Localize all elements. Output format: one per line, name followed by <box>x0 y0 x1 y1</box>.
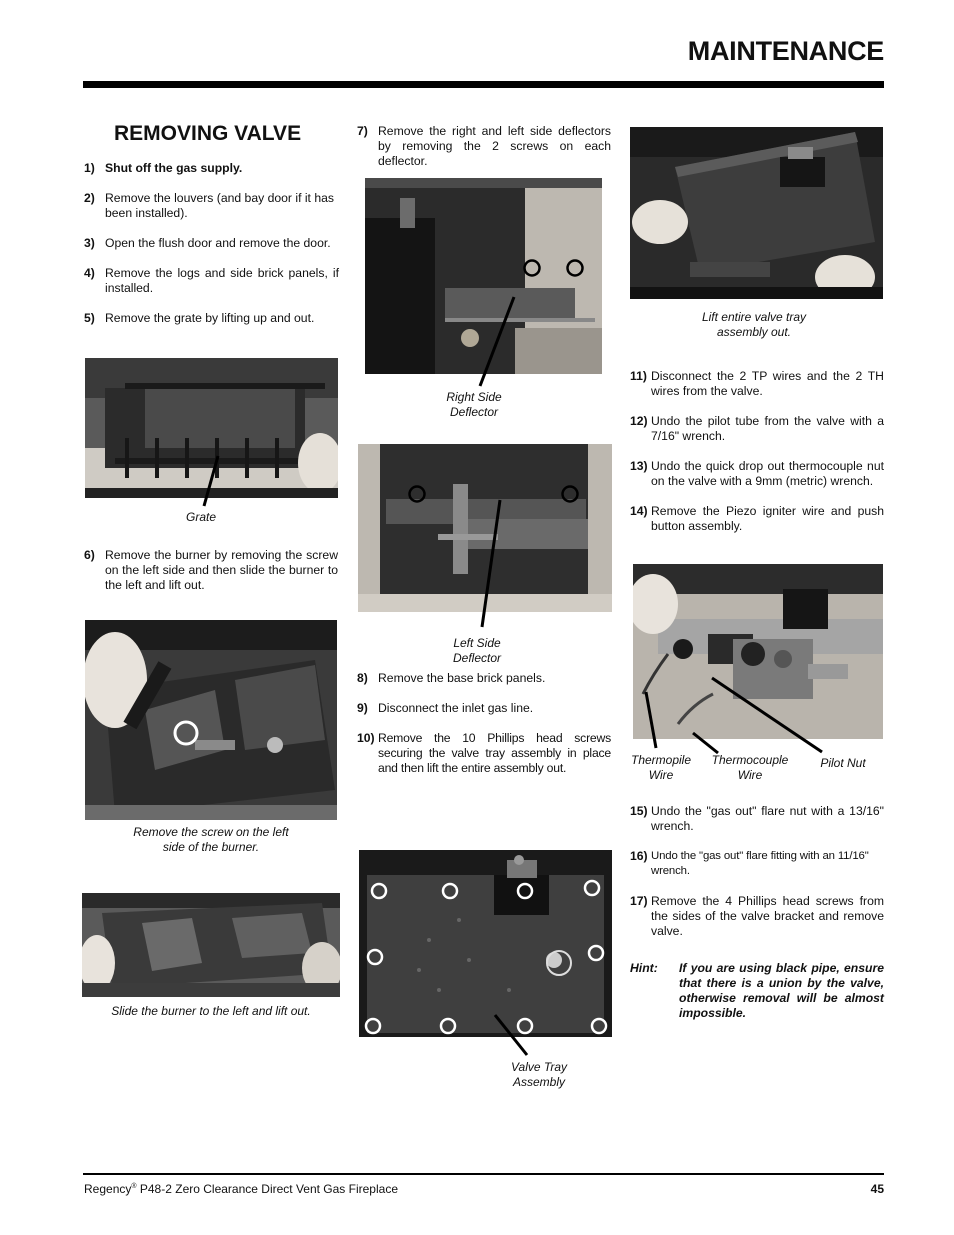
step-12 <box>630 414 884 444</box>
step-6 <box>84 548 338 593</box>
step-number: 6) <box>84 548 95 562</box>
footer-rule <box>83 1173 884 1175</box>
page-title: MAINTENANCE <box>687 36 884 66</box>
header-rule <box>83 81 884 88</box>
grate-caption <box>151 510 251 525</box>
section-title: REMOVING VALVE <box>114 122 302 145</box>
hint-text: If you are using black pipe, ensure that there is a union by the valve, otherwise removal will be almost impossible. <box>679 961 884 1020</box>
step-number: 11) <box>630 369 647 383</box>
step-text: Undo the quick drop out thermocouple nut on the valve with a 9mm (metric) wrench. <box>651 459 884 488</box>
step-text: Remove the grate by lifting up and out. <box>105 311 315 325</box>
footer-brand: Regency <box>84 1182 132 1196</box>
step-10 <box>357 731 611 776</box>
caption-line: Wire <box>648 768 674 782</box>
step-text: Remove the burner by removing the screw on the left side and then slide the burner to the left and lift out. <box>105 548 338 592</box>
step-2 <box>84 191 341 221</box>
caption-line: side of the burner. <box>162 840 260 854</box>
step-5 <box>84 311 341 326</box>
step-number: 15) <box>630 804 648 818</box>
step-8 <box>357 671 614 686</box>
step-number: 5) <box>84 311 95 325</box>
lift-tray-caption <box>684 310 824 340</box>
caption-line: Assembly <box>512 1075 565 1089</box>
caption-line: assembly out. <box>716 325 792 339</box>
step-text: Shut off the gas supply. <box>105 161 243 175</box>
step-number: 12) <box>630 414 648 428</box>
step-number: 8) <box>357 671 368 685</box>
footer-product <box>84 1182 398 1196</box>
caption-line: Lift entire valve tray <box>701 310 807 324</box>
step-number: 10) <box>357 731 375 745</box>
step-number: 4) <box>84 266 95 280</box>
lift-tray-photo <box>630 127 883 299</box>
caption-text: Slide the burner to the left and lift out. <box>111 1004 311 1018</box>
pilot-nut-caption <box>803 756 883 771</box>
hint-label: Hint: <box>630 961 658 975</box>
caption-line: Wire <box>737 768 763 782</box>
valve-wires-photo <box>633 564 883 739</box>
right-deflector-photo <box>365 178 602 374</box>
step-15 <box>630 804 884 834</box>
step-text: Remove the logs and side brick panels, if installed. <box>105 266 339 295</box>
step-text: Undo the "gas out" flare fitting with an 11/16" wrench. <box>651 850 869 877</box>
step-text: Undo the pilot tube from the valve with a 7/16" wrench. <box>651 414 884 443</box>
thermopile-caption <box>621 753 701 783</box>
caption-text: Pilot Nut <box>820 756 866 770</box>
step-text: Remove the base brick panels. <box>378 671 546 685</box>
step-text: Disconnect the 2 TP wires and the 2 TH wires from the valve. <box>651 369 884 398</box>
caption-line: Right Side <box>446 390 502 404</box>
valve-tray-caption <box>489 1060 589 1090</box>
page-number: 45 <box>870 1182 884 1196</box>
step-7 <box>357 124 611 169</box>
step-text: Remove the 4 Phillips head screws from the sides of the valve bracket and remove valve. <box>651 894 884 938</box>
right-deflector-caption <box>424 390 524 420</box>
registered-mark: ® <box>131 1183 137 1190</box>
thermocouple-caption <box>700 753 800 783</box>
step-16 <box>630 849 886 879</box>
caption-line: Thermopile <box>630 753 692 767</box>
step-3 <box>84 236 341 251</box>
step-4 <box>84 266 339 296</box>
step-number: 14) <box>630 504 648 518</box>
step-13 <box>630 459 884 489</box>
burner-slide-photo <box>82 893 340 997</box>
burner-screw-photo <box>85 620 337 820</box>
step-text: Undo the "gas out" flare nut with a 13/16" wrench. <box>651 804 884 833</box>
step-text: Open the flush door and remove the door. <box>105 236 331 250</box>
step-number: 2) <box>84 191 95 205</box>
step-text: Remove the louvers (and bay door if it has been installed). <box>105 191 334 220</box>
caption-line: Deflector <box>452 651 502 665</box>
step-9 <box>357 701 614 716</box>
step-text: Remove the Piezo igniter wire and push button assembly. <box>651 504 884 533</box>
step-text: Remove the right and left side deflectors by removing the 2 screws on each deflector. <box>378 124 611 168</box>
step-number: 7) <box>357 124 368 138</box>
step-17 <box>630 894 884 939</box>
valve-tray-photo <box>359 850 612 1037</box>
caption-line: Deflector <box>449 405 499 419</box>
step-number: 1) <box>84 161 95 175</box>
caption-line: Left Side <box>453 636 501 650</box>
burner-slide-caption <box>91 1004 331 1019</box>
step-number: 13) <box>630 459 648 473</box>
step-text: Disconnect the inlet gas line. <box>378 701 534 715</box>
footer-product-name: P48-2 Zero Clearance Direct Vent Gas Fireplace <box>136 1182 398 1196</box>
caption-line: Valve Tray <box>510 1060 567 1074</box>
caption-text: Grate <box>185 510 216 524</box>
grate-photo <box>85 358 338 498</box>
burner-screw-caption <box>111 825 311 855</box>
step-1 <box>84 161 341 176</box>
step-text: Remove the 10 Phillips head screws securing the valve tray assembly in place and then lift the entire assembly out. <box>378 731 611 775</box>
caption-line: Thermocouple <box>711 753 789 767</box>
hint <box>630 961 884 1021</box>
step-number: 17) <box>630 894 648 908</box>
step-number: 3) <box>84 236 95 250</box>
left-deflector-photo <box>358 444 612 612</box>
step-number: 16) <box>630 849 648 863</box>
left-deflector-caption <box>427 636 527 666</box>
step-number: 9) <box>357 701 368 715</box>
step-14 <box>630 504 884 534</box>
step-11 <box>630 369 884 399</box>
caption-line: Remove the screw on the left <box>133 825 289 839</box>
